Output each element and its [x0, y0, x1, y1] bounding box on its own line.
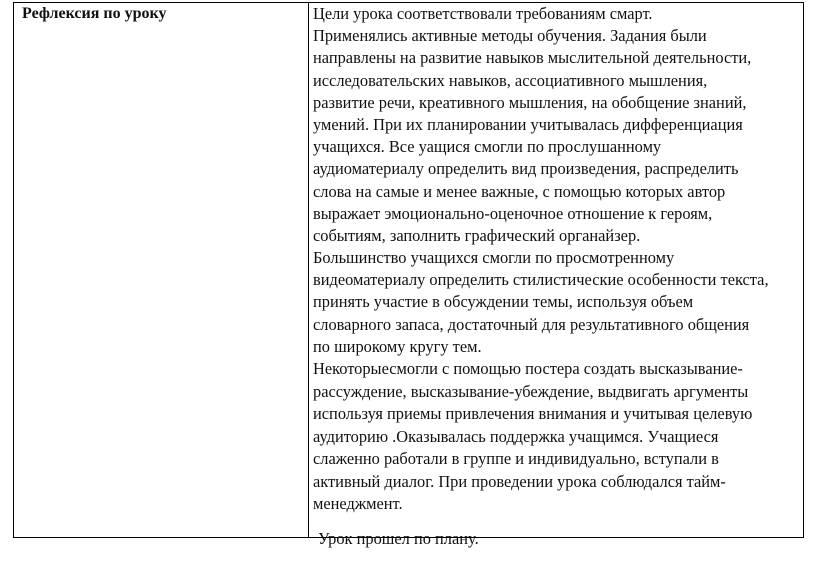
reflection-label: Рефлексия по уроку [22, 5, 167, 22]
text-line: активный диалог. При проведении урока соблюдался тайм- [313, 471, 726, 491]
text-line: рассуждение, высказывание-убеждение, выдвигать аргументы [313, 381, 749, 401]
text-line: умений. При их планировании учитывалась дифференциация [313, 114, 743, 134]
text-line: Большинство учащихся смогли по просмотренному [313, 248, 675, 268]
text-line: событиям, заполнить графический органайзер. [313, 225, 641, 245]
text-line: выражает эмоционально-оценочное отношение к героям, [313, 203, 713, 223]
text-line: развитие речи, креативного мышления, на обобщение знаний, [313, 92, 747, 112]
column-divider [308, 3, 309, 537]
reflection-text [313, 3, 799, 550]
paragraph-spacer [313, 516, 799, 528]
reflection-table [13, 2, 804, 548]
text-line: видеоматериалу определить стилистические особенности текста, [313, 270, 769, 290]
text-line: аудиторию .Оказывалась поддержка учащимся. Учащиеся [313, 426, 719, 446]
text-line: исследовательских навыков, ассоциативного мышления, [313, 70, 708, 90]
text-line: Некоторыесмогли с помощью постера создать высказывание- [313, 359, 743, 378]
text-line: направлены на развитие навыков мыслительной деятельности, [313, 48, 752, 68]
text-line: используя приемы привлечения внимания и учитывая целевую [313, 404, 753, 423]
text-line: слова на самые и менее важные, с помощью которых автор [313, 181, 726, 201]
text-line: учащихся. Все уащися смогли по прослушанному [313, 137, 662, 157]
text-line: Применялись активные методы обучения. Задания были [313, 26, 707, 46]
text-line: словарного запаса, достаточный для результативного общения [313, 314, 750, 334]
final-summary-line: Урок прошел по плану. [318, 528, 479, 548]
text-line: по широкому кругу тем. [313, 336, 482, 356]
text-line: аудиоматериалу определить вид произведения, распределить [313, 159, 739, 179]
text-line: слаженно работали в группе и индивидуально, вступали в [313, 449, 719, 468]
text-line: Цели урока соответствовали требованиям смарт. [313, 4, 653, 23]
text-line: менеджмент. [313, 494, 403, 513]
text-line: принять участие в обсуждении темы, используя объем [313, 292, 694, 312]
